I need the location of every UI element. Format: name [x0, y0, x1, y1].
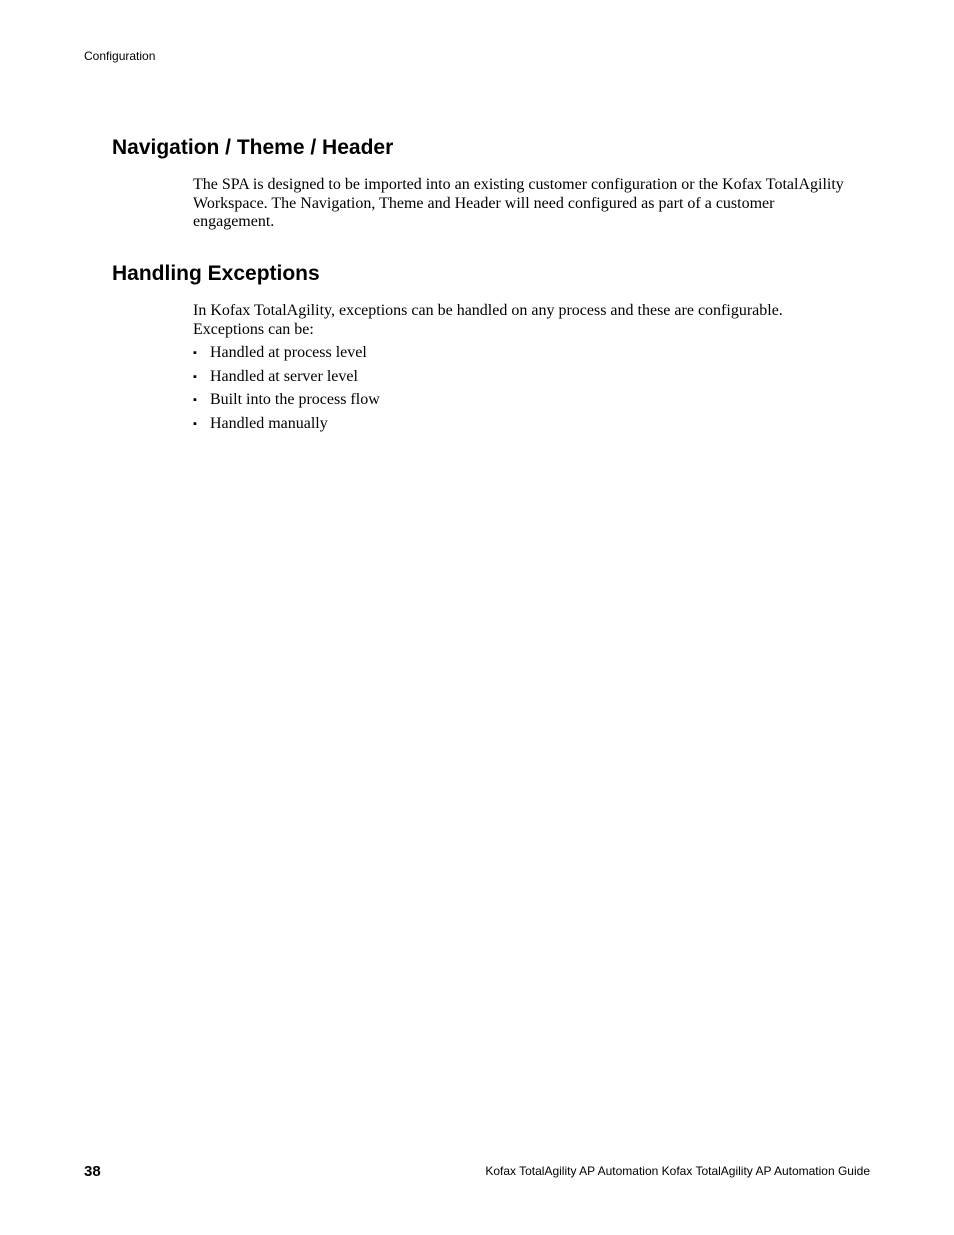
bullet-square-icon: ▪ [193, 417, 197, 430]
exceptions-bullet-list [193, 344, 380, 438]
section-title-handling-exceptions: Handling Exceptions [112, 262, 320, 285]
bullet-square-icon: ▪ [193, 370, 197, 383]
list-item-text: Handled at server level [210, 367, 358, 385]
footer-doc-title: Kofax TotalAgility AP Automation Kofax TotalAgility AP Automation Guide [485, 1164, 870, 1178]
list-item [193, 391, 380, 415]
bullet-square-icon: ▪ [193, 347, 197, 359]
list-item-text: Built into the process flow [210, 391, 380, 408]
list-item [193, 344, 380, 368]
list-item-text: Handled at process level [210, 344, 367, 361]
list-item [193, 415, 380, 439]
list-item-text: Handled manually [210, 414, 328, 432]
page-number: 38 [84, 1163, 101, 1180]
list-item [193, 368, 380, 392]
bullet-square-icon: ▪ [193, 394, 197, 406]
section-paragraph-navigation: The SPA is designed to be imported into an existing customer configuration or the Kofax TotalAgility Workspace. The Navigation, Theme and Header will need configured as part of a customer engagement. [193, 176, 844, 230]
running-header: Configuration [84, 49, 156, 63]
section-paragraph-exceptions: In Kofax TotalAgility, exceptions can be handled on any process and these are configurable. Exceptions can be: [193, 302, 783, 338]
section-title-navigation-theme-header: Navigation / Theme / Header [112, 136, 394, 159]
